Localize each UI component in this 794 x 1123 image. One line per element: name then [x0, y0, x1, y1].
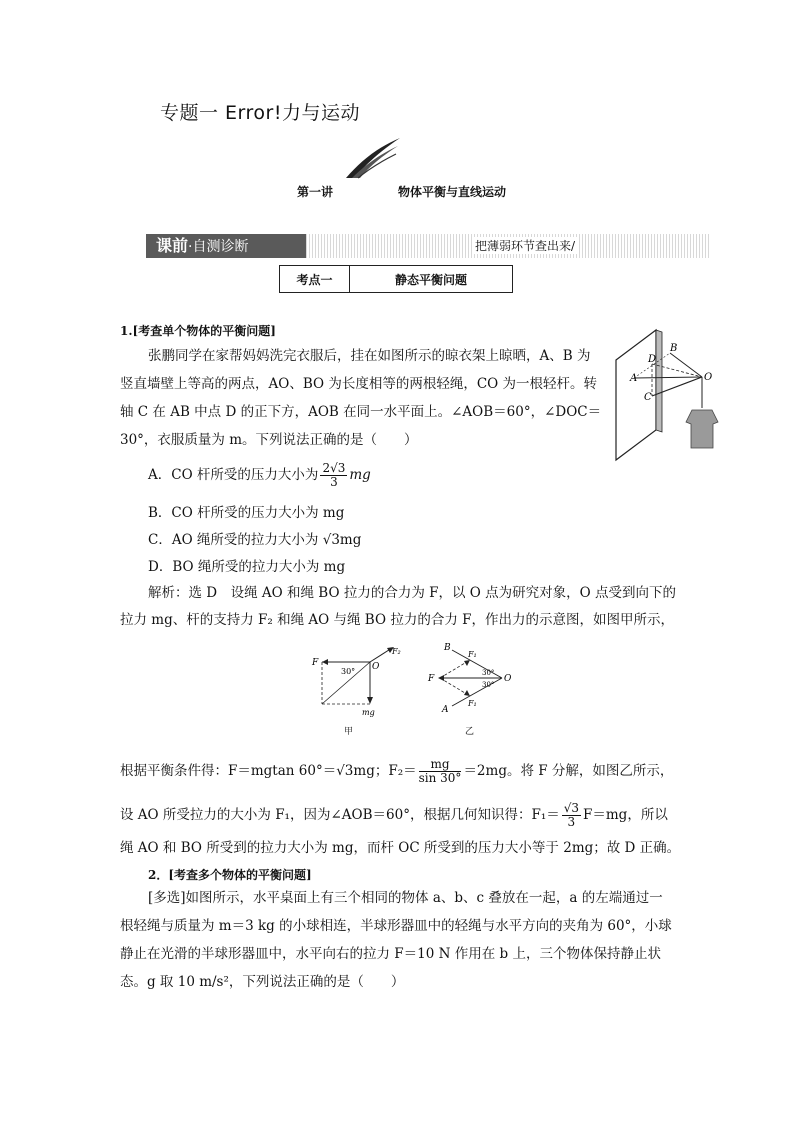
- q1-stem-line: 张鹏同学在家帮妈妈洗完衣服后，挂在如图所示的晾衣架上晾晒，A、B 为: [148, 348, 591, 364]
- banner-label-main: 课前: [156, 236, 189, 255]
- q1-analysis-line: 拉力 mg、杆的支持力 F₂ 和绳 AO 与绳 BO 拉力的合力 F，作出力的示意图，如图甲所示，: [120, 612, 674, 628]
- yi-label-angle-top: 30°: [482, 669, 495, 677]
- q1-heading: 1.[考查单个物体的平衡问题]: [120, 324, 276, 338]
- q2-heading: 2．[考查多个物体的平衡问题]: [148, 868, 312, 882]
- q1-analysis-line: 解析：选 D 设绳 AO 和绳 BO 拉力的合力为 F，以 O 点为研究对象，O 点受到向下的: [148, 585, 677, 601]
- q2-stem-line: 静止在光滑的半球形器皿中，水平向右的拉力 F＝10 N 作用在 b 上，三个物体保持静止状: [120, 946, 661, 962]
- q1-option-b: B．CO 杆所受的压力大小为 mg: [148, 505, 345, 521]
- equation-1-tail: ＝2mg。将 F 分解，如图乙所示，: [463, 763, 674, 779]
- fraction-denominator: 3: [567, 815, 576, 829]
- lecture-name: 物体平衡与直线运动: [398, 185, 507, 199]
- shirt-icon: [686, 410, 718, 448]
- clothes-rack-figure: [612, 326, 722, 466]
- label-C: C: [644, 392, 652, 403]
- section-banner: [146, 234, 710, 258]
- figure-caption-yi: 乙: [465, 727, 475, 737]
- banner-stripe: [306, 234, 710, 258]
- label-B: B: [670, 343, 678, 354]
- force-diagram-jia: [308, 642, 408, 718]
- jia-label-O: O: [372, 662, 380, 672]
- jia-label-F2: F₂: [392, 647, 401, 656]
- yi-label-B: B: [444, 643, 451, 653]
- kaodian-box: [279, 265, 513, 293]
- yi-label-O: O: [504, 674, 512, 684]
- q2-stem-line: 根轻绳与质量为 m＝3 kg 的小球相连，半球形器皿中的轻绳与水平方向的夹角为 60°，小球: [120, 918, 672, 934]
- q2-stem-line: 态。g 取 10 m/s²，下列说法正确的是（ ）: [120, 974, 405, 990]
- yi-label-F1-bottom: F₁: [468, 699, 477, 708]
- kaodian-number: 考点一: [280, 266, 350, 292]
- yi-label-F: F: [428, 674, 435, 684]
- jia-label-mg: mg: [362, 708, 375, 717]
- yi-label-angle-bottom: 30°: [482, 681, 495, 689]
- q1-equation-3: 绳 AO 和 BO 所受到的拉力大小为 mg，而杆 OC 所受到的压力大小等于 2mg；故 D 正确。: [120, 840, 681, 856]
- fraction-numerator: √3: [563, 801, 580, 815]
- kaodian-name: 静态平衡问题: [394, 272, 467, 287]
- q1-option-c: C．AO 绳所受的拉力大小为 √3mg: [148, 532, 362, 548]
- figure-caption-jia: 甲: [344, 727, 354, 737]
- yi-label-F1-top: F₁: [468, 650, 477, 659]
- option-a-fraction: [320, 462, 347, 489]
- q1-option-d: D．BO 绳所受的拉力大小为 mg: [148, 559, 346, 575]
- q1-equation-1: [120, 758, 673, 785]
- option-a-unit: mg: [349, 467, 371, 483]
- fraction-denominator: sin 30°: [418, 771, 462, 785]
- jia-label-F: F: [312, 658, 319, 668]
- banner-slogan: 把薄弱环节查出来/: [472, 237, 578, 254]
- equation-2-text: 设 AO 所受拉力的大小为 F₁，因为∠AOB＝60°，根据几何知识得：F₁＝: [120, 807, 560, 823]
- equation-2-tail: F＝mg，所以: [583, 807, 668, 823]
- yi-label-A: A: [442, 705, 449, 715]
- option-a-text: A．CO 杆所受的压力大小为: [148, 467, 319, 483]
- q1-stem-line: 轴 C 在 AB 中点 D 的正下方，AOB 在同一水平面上。∠AOB＝60°，∠DOC＝: [120, 404, 602, 420]
- banner-label-sub: ·自测诊断: [188, 239, 249, 255]
- force-diagram-yi: [424, 640, 514, 716]
- equation-1-text: 根据平衡条件得：F＝mgtan 60°＝√3mg；F₂＝: [120, 763, 417, 779]
- label-D: D: [648, 354, 657, 365]
- chapter-title: 专题一 Error!力与运动: [160, 102, 360, 124]
- brush-stroke-decoration: [342, 134, 404, 182]
- label-O: O: [704, 372, 713, 383]
- equation-1-fraction: [419, 758, 462, 785]
- q1-equation-2: [120, 802, 668, 829]
- label-A: A: [630, 373, 638, 384]
- jia-label-angle: 30°: [341, 667, 356, 676]
- q1-stem-line: 30°，衣服质量为 m。下列说法正确的是（ ）: [120, 432, 418, 448]
- lecture-number: 第一讲: [297, 185, 334, 199]
- fraction-numerator: mg: [419, 758, 462, 772]
- fraction-denominator: 3: [330, 475, 338, 489]
- q2-stem-line: [多选]如图所示，水平桌面上有三个相同的物体 a、b、c 叠放在一起，a 的左端通过一: [148, 890, 663, 906]
- banner-label: [146, 234, 306, 258]
- q1-option-a: [148, 462, 371, 489]
- equation-2-fraction: [562, 802, 581, 829]
- q1-stem-line: 竖直墙壁上等高的两点，AO、BO 为长度相等的两根轻绳，CO 为一根轻杆。转: [120, 376, 598, 392]
- fraction-numerator: 2√3: [322, 461, 346, 475]
